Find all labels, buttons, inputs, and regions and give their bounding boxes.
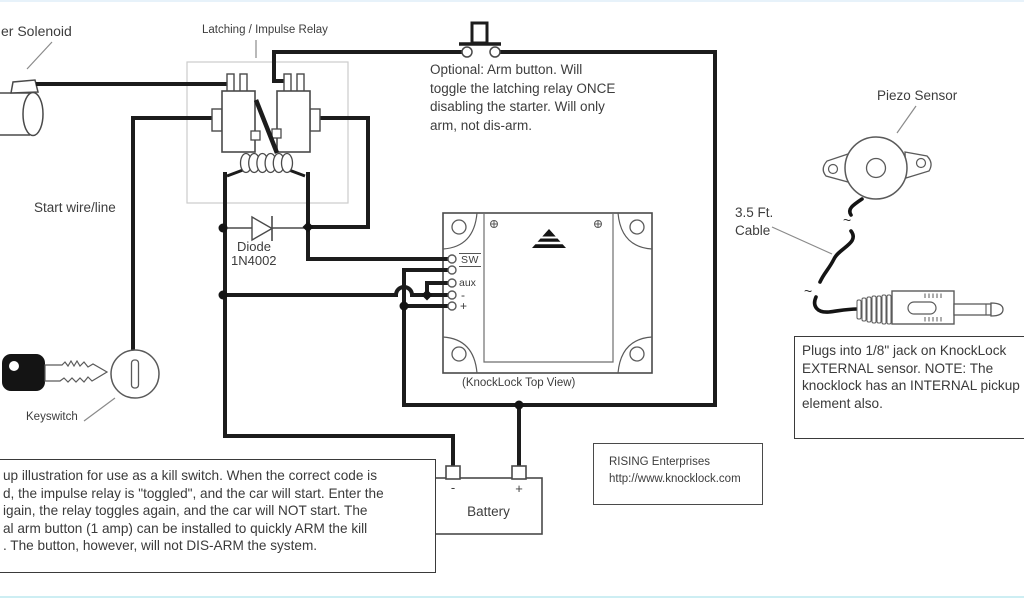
arm-button-contact	[462, 47, 472, 57]
wire-minus-terminal-with-hop	[223, 287, 450, 295]
car-key-icon	[2, 354, 107, 391]
mount-hole	[630, 220, 644, 234]
cable-label-line2: Cable	[735, 223, 771, 238]
relay-pin	[297, 74, 304, 92]
diode	[225, 216, 305, 241]
relay-pin	[284, 74, 291, 92]
junction-dot	[515, 401, 524, 410]
vendor-name: RISING Enterprises	[609, 456, 710, 468]
piezo-center	[867, 159, 886, 178]
arm-note	[430, 61, 615, 135]
piezo-sensor-label: Piezo Sensor	[877, 88, 958, 103]
arm-note-line: arm, not dis-arm.	[430, 117, 533, 133]
arm-button-plunger	[472, 23, 487, 43]
terminal-label-minus: -	[461, 288, 465, 302]
piezo-sensor	[823, 137, 931, 199]
terminal-sw2	[448, 266, 456, 274]
plug-note-line: Plugs into 1/8" jack on KnockLock	[802, 343, 1007, 358]
terminal-label-aux: aux	[459, 277, 476, 289]
wire-sw-top	[308, 172, 450, 259]
kill-note-line: d, the impulse relay is "toggled", and the car will start. Enter the	[3, 485, 384, 501]
diode-label-line1: Diode	[237, 239, 271, 254]
latching-impulse-relay	[212, 74, 320, 173]
piezo-ear-hole	[829, 165, 838, 174]
kill-note-line: up illustration for use as a kill switch. When the correct code is	[3, 468, 377, 483]
sensor-cable	[815, 199, 862, 312]
mount-hole	[452, 220, 466, 234]
wire-ground	[225, 172, 453, 466]
terminal-aux	[448, 279, 456, 287]
relay-side-pin	[310, 109, 320, 131]
junction-dot	[219, 291, 228, 300]
cable-leader	[772, 227, 832, 254]
arm-note-line: disabling the starter. Will only	[430, 99, 605, 114]
arm-note-line: toggle the latching relay ONCE	[430, 80, 616, 96]
cable-break-mark: ~	[804, 283, 813, 299]
knocklock-caption: (KnockLock Top View)	[462, 377, 576, 389]
terminal-label-sw: SW	[461, 254, 479, 266]
relay-coil	[241, 154, 293, 173]
relay-pin	[227, 74, 234, 92]
kill-note-box	[0, 459, 436, 573]
keyswitch-label: Keyswitch	[26, 411, 78, 423]
plug-note-line: EXTERNAL sensor. NOTE: The	[802, 360, 994, 376]
key-blade	[45, 361, 107, 382]
relay-pin	[240, 74, 247, 92]
plug-note-line: knocklock has an INTERNAL pickup	[802, 378, 1020, 394]
relay-side-pin	[212, 109, 222, 131]
battery-terminal-plus	[512, 466, 526, 479]
junction-dot	[400, 302, 409, 311]
scan-band-bottom	[0, 596, 1024, 598]
junction-diamond	[303, 222, 314, 233]
relay-center-pin	[272, 129, 281, 138]
battery-plus-label: +	[515, 481, 523, 496]
battery-minus-label: -	[450, 480, 456, 495]
piezo-leader	[897, 106, 916, 133]
vendor-box	[593, 443, 763, 505]
wire-relay-to-junction	[310, 118, 368, 227]
mount-hole	[630, 347, 644, 361]
relay-armature	[256, 100, 277, 153]
cable-label-line1: 3.5 Ft.	[735, 205, 774, 220]
relay-body-right	[277, 91, 310, 152]
arm-button	[459, 23, 501, 57]
relay-center-pin	[251, 131, 260, 140]
battery-label: Battery	[467, 504, 510, 519]
plug-slot	[908, 302, 936, 314]
piezo-ear-hole	[917, 159, 926, 168]
mount-hole	[452, 347, 466, 361]
scan-band-top	[0, 0, 1024, 2]
kill-note-line: al arm button (1 amp) can be installed to quickly ARM the kill	[3, 520, 368, 536]
terminal-label-plus: +	[460, 299, 468, 313]
keyswitch-assembly	[2, 350, 159, 398]
keyswitch-leader	[84, 398, 115, 421]
solenoid-leader	[27, 42, 52, 69]
arm-note-line: Optional: Arm button. Will	[430, 62, 583, 77]
battery-terminal-minus	[446, 466, 460, 479]
cable-break-mark: ~	[843, 212, 852, 228]
junction-diamond	[422, 290, 433, 301]
vendor-url: http://www.knocklock.com	[609, 472, 741, 485]
kill-note-line: . The button, however, will not DIS-ARM the system.	[3, 538, 318, 554]
knocklock-module	[443, 213, 652, 373]
solenoid-terminal	[11, 80, 38, 93]
plug-tip	[991, 303, 1003, 316]
terminal-plus	[448, 302, 456, 310]
diode-triangle	[252, 217, 272, 240]
audio-plug	[857, 291, 1003, 324]
diode-label-line2: 1N4002	[231, 253, 277, 268]
keyswitch-slot	[132, 360, 139, 388]
plug-note-line: element also.	[802, 395, 883, 411]
terminal-minus	[448, 291, 456, 299]
terminal-sw1	[448, 255, 456, 263]
plug-note-box	[794, 336, 1024, 439]
starter-solenoid-label: er Solenoid	[1, 23, 72, 39]
kill-note-line: igain, the relay toggles again, and the car will NOT start. The	[3, 503, 368, 519]
relay-body-left	[222, 91, 255, 152]
arm-button-contact	[490, 47, 500, 57]
wire-start-to-keyswitch	[133, 118, 213, 352]
junction-dot	[219, 224, 228, 233]
latching-relay-label: Latching / Impulse Relay	[202, 24, 328, 36]
starter-solenoid	[0, 80, 43, 136]
start-wire-label: Start wire/line	[34, 200, 116, 215]
